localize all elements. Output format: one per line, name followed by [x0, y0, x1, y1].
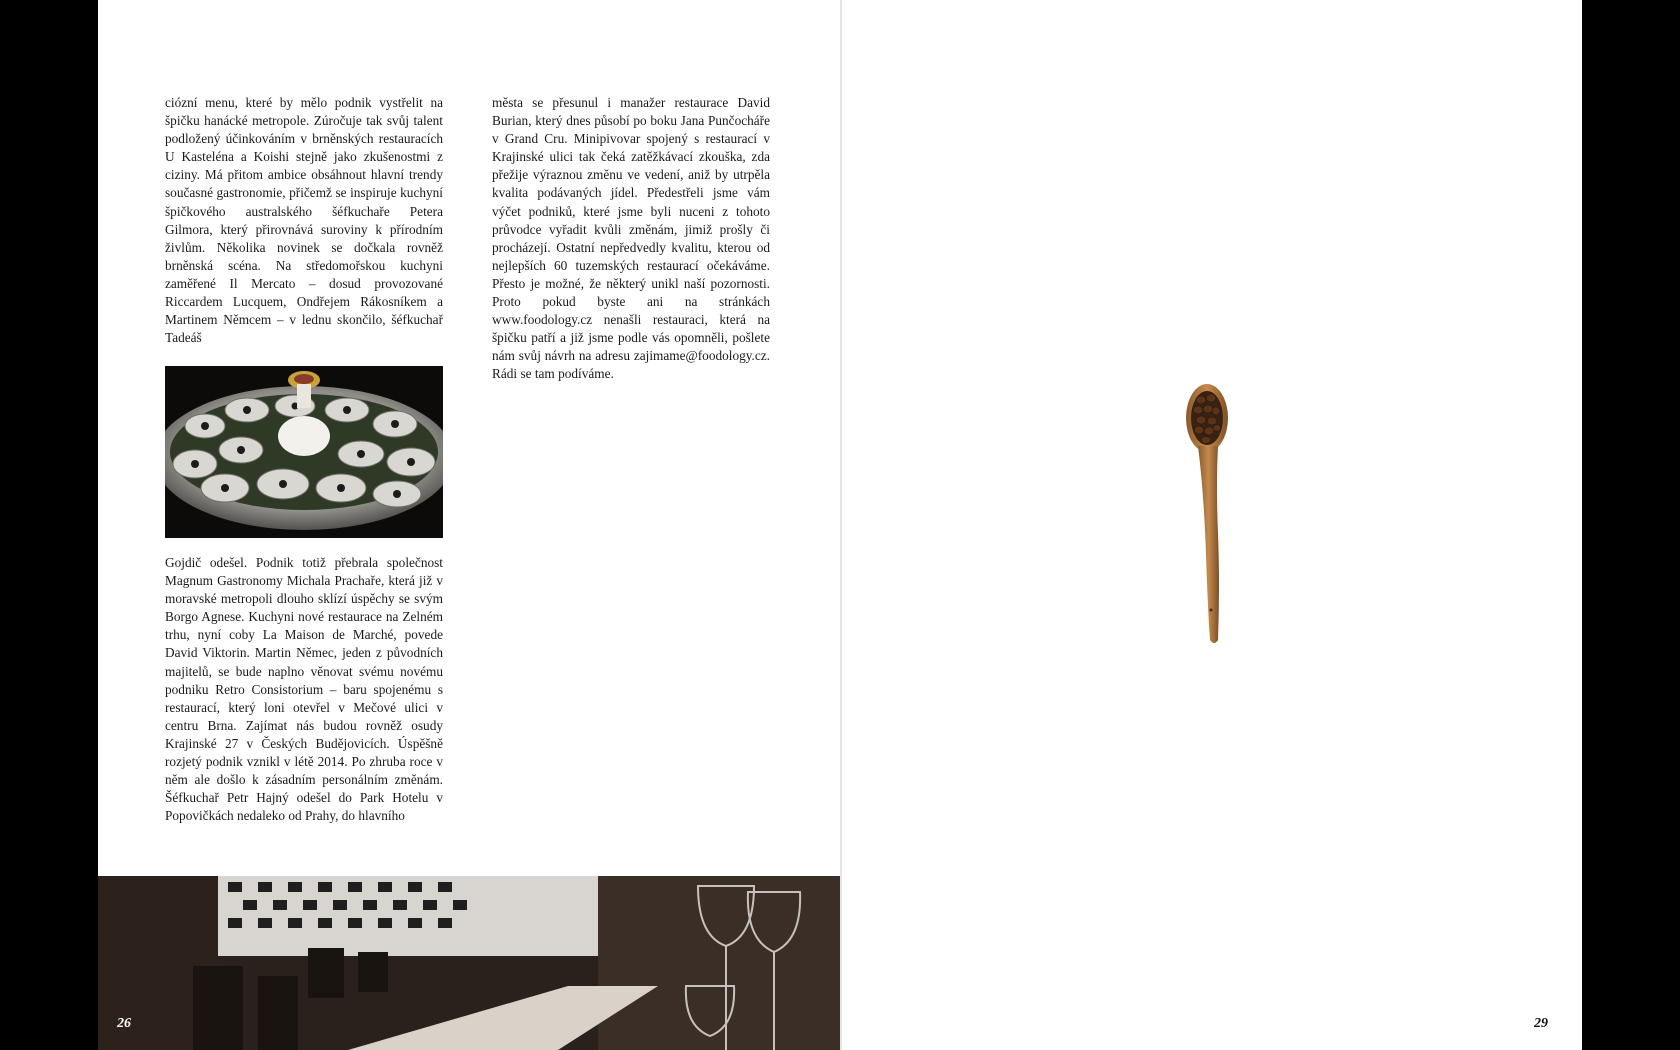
- right-page: [842, 0, 1582, 1050]
- wooden-spoon-with-coffee-beans-photo: [1184, 384, 1244, 648]
- text-column-b: [165, 554, 443, 825]
- restaurant-illustration: [98, 876, 840, 1050]
- page-number-left: 26: [117, 1016, 131, 1031]
- column-c-text: města se přesunul i manažer restaurace David Burian, který dnes působí po boku Jana Punčocháře v Grand Cru. Minipivovar spojený s restaurací v Krajinské ulici tak čeká zatěžkávací zkouška, zda přežije výraznou změnu ve vedení, aniž by utrpěla kvalita podávaných jídel. Předestřeli jsme vám výčet podniků, které jsme byli nuceni z tohoto průvodce vyřadit kvůli změnám, jimiž prošly či procházejí. Ostatní nepředvedly kvalitu, kterou od nejlepších 60 tuzemských restaurací očekáváme. Přesto je možné, že některý unikl naší pozornosti. Proto pokud byste ani na stránkách www.foodology.cz nenašli restauraci, která na špičku patří a již jsme podle vás opomněli, pošlete nám svůj návrh na adresu zajimame@foodology.cz. Rádi se tam podíváme.: [492, 95, 770, 382]
- left-page: [98, 0, 840, 1050]
- text-column-a: [165, 94, 443, 347]
- column-b-text: Gojdič odešel. Podnik totiž přebrala společnost Magnum Gastronomy Michala Prachaře, která již v moravské metropoli dlouho sklízí úspěchy se svým Borgo Agnese. Kuchyni nové restaurace na Zelném trhu, nyní coby La Maison de Marché, povede David Viktorin. Martin Němec, jeden z původních majitelů, se bude naplno věnovat svému novému podniku Retro Consistorium – baru spojenému s restaurací, který loni otevřel v Mečové ulici v centru Brna. Zajímat nás budou rovněž osudy Krajinské 27 v Českých Budějovicích. Úspěšně rozjetý podnik vznikl v létě 2014. Po zhruba roce v něm ale došlo k zásadním personálním změnám. Šéfkuchař Petr Hajný odešel do Park Hotelu v Popovičkách nedaleko od Prahy, do hlavního: [165, 555, 443, 824]
- text-column-c: [492, 94, 770, 384]
- oysters-illustration: [165, 366, 443, 538]
- page-number-right: 29: [1534, 1016, 1548, 1031]
- restaurant-dining-photo: [98, 876, 840, 1050]
- oysters-photo: [165, 366, 443, 538]
- column-a-text: ciózní menu, které by mělo podnik vystřelit na špičku hanácké metropole. Zúročuje tak svůj talent podložený účinkováním v brněnských restauracích U Kasteléna a Koishi stejně jako zkušenostmi z ciziny. Má přitom ambice obsáhnout hlavní trendy současné gastronomie, přičemž se inspiruje kuchyní špičkového australského šéfkuchaře Petera Gilmora, který přirovnává suroviny k přírodním živlům. Několika novinek se dočkala rovněž brněnská scéna. Na středomořskou kuchyni zaměřené Il Mercato – dosud provozované Riccardem Lucquem, Ondřejem Rákosníkem a Martinem Němcem – v lednu skončilo, šéfkuchař Tadeáš: [165, 95, 443, 346]
